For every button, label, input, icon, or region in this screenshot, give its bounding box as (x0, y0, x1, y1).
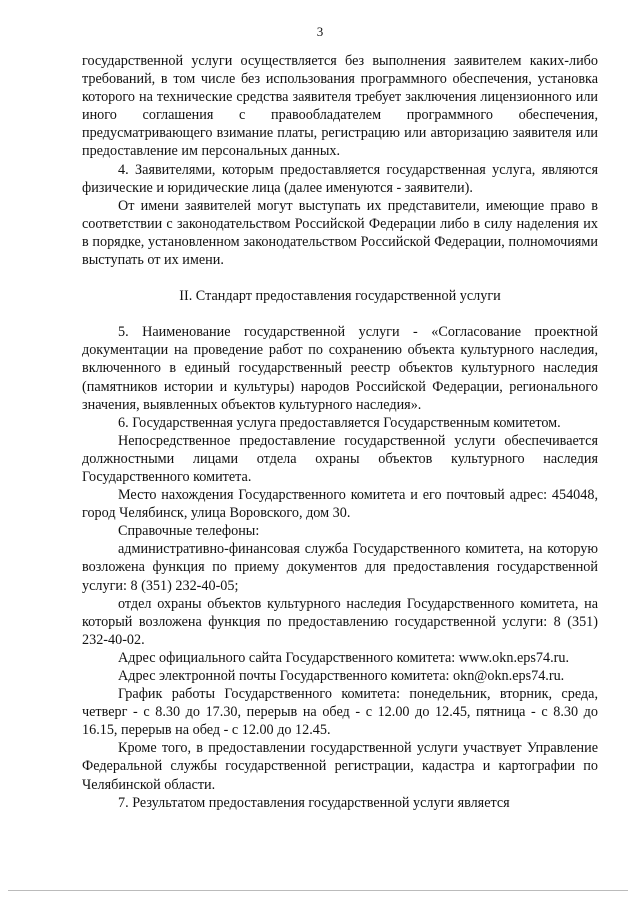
page-number: 3 (316, 24, 324, 39)
paragraph: 4. Заявителями, которым предоставляется государственная услуга, являются физические и юридические лица (далее именуются - заявители). (82, 161, 598, 196)
paragraph: административно-финансовая служба Государственного комитета, на которую возложена функция по приему документов для предоставления государственной услуги: 8 (351) 232-40-05; (82, 541, 598, 594)
paragraph: Место нахождения Государственного комитета и его почтовый адрес: 454048, город Челябинск, улица Воровского, дом 30. (82, 487, 598, 522)
paragraph: Адрес электронной почты Государственного комитета: okn@okn.eps74.ru. (118, 668, 565, 684)
paragraph: Кроме того, в предоставлении государственной услуги участвует Управление Федеральной службы государственной регистрации, кадастра и картографии по Челябинской области. (82, 740, 598, 793)
paragraph: отдел охраны объектов культурного наследия Государственного комитета, на который возложена функция по предоставлению государственной услуги: 8 (351) 232-40-02. (82, 595, 598, 648)
paragraph: Непосредственное предоставление государственной услуги обеспечивается должностными лицами отдела охраны объектов культурного наследия Государственного комитета. (82, 432, 598, 485)
section-heading: II. Стандарт предоставления государственной услуги (179, 288, 501, 305)
page-bottom-edge (8, 890, 628, 891)
paragraph: 6. Государственная услуга предоставляется Государственным комитетом. (118, 414, 561, 431)
paragraph: 5. Наименование государственной услуги - «Согласование проектной документации на проведение работ по сохранению объекта культурного наследия, включенного в единый государственный реестр объектов культурного наследия (памятников истории и культуры) народов Российской Федерации, регионального значения, выявленных объектов культурного наследия». (82, 324, 598, 413)
paragraph: государственной услуги осуществляется без выполнения заявителем каких-либо требований, в том числе без использования программного обеспечения, установка которого на технические средства заявителя требует заключения лицензионного или иного соглашения с правообладателем программного обеспечения, предусматривающего взимание платы, регистрацию или авторизацию заявителя или предоставление им персональных данных. (82, 53, 598, 160)
document-body (82, 52, 598, 812)
paragraph: График работы Государственного комитета: понедельник, вторник, среда, четверг - с 8.30 до 17.30, перерыв на обед - с 12.00 до 12.45, пятница - с 8.30 до 16.15, перерыв на обед - с 12.00 до 12.45. (82, 686, 598, 739)
paragraph: Адрес официального сайта Государственного комитета: www.okn.eps74.ru. (118, 649, 569, 666)
paragraph: От имени заявителей могут выступать их представители, имеющие право в соответствии с законодательством Российской Федерации либо в силу наделения их в порядке, установленном законодательством Российской Федерации, полномочиями выступать от их имени. (82, 197, 598, 269)
paragraph: 7. Результатом предоставления государственной услуги является (118, 794, 510, 811)
paragraph: Справочные телефоны: (118, 523, 260, 540)
